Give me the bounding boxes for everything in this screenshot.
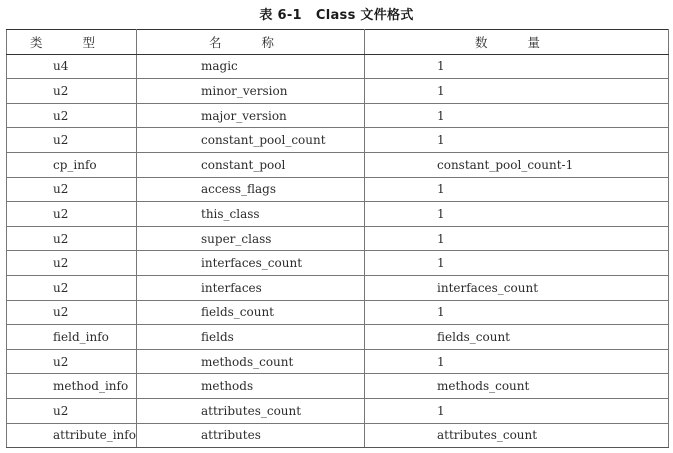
cell-name: access_flags: [137, 177, 365, 202]
table-title: Class 文件格式: [315, 8, 414, 23]
cell-type: u2: [7, 349, 137, 374]
table-number: 表 6-1: [259, 8, 302, 23]
cell-count: 1: [365, 177, 669, 202]
header-name: 名 称: [137, 30, 365, 55]
cell-type: u2: [7, 177, 137, 202]
cell-type: u4: [7, 54, 137, 79]
table-row: [7, 54, 669, 79]
cell-type: u2: [7, 300, 137, 325]
cell-count: 1: [365, 103, 669, 128]
cell-name: constant_pool: [137, 152, 365, 177]
cell-type: cp_info: [7, 152, 137, 177]
cell-name: fields_count: [137, 300, 365, 325]
header-count: 数 量: [365, 30, 669, 55]
cell-name: fields: [137, 325, 365, 350]
table-header-row: [7, 30, 669, 55]
table-row: [7, 423, 669, 448]
cell-type: u2: [7, 398, 137, 423]
table-row: [7, 275, 669, 300]
table-row: [7, 128, 669, 153]
cell-count: 1: [365, 398, 669, 423]
table-row: [7, 349, 669, 374]
cell-count: fields_count: [365, 325, 669, 350]
table-row: [7, 398, 669, 423]
table-row: [7, 103, 669, 128]
cell-count: interfaces_count: [365, 275, 669, 300]
cell-name: major_version: [137, 103, 365, 128]
cell-name: minor_version: [137, 79, 365, 104]
cell-name: attributes: [137, 423, 365, 448]
table-row: [7, 251, 669, 276]
cell-type: u2: [7, 275, 137, 300]
cell-count: constant_pool_count-1: [365, 152, 669, 177]
cell-type: u2: [7, 226, 137, 251]
table-row: [7, 325, 669, 350]
table-row: [7, 79, 669, 104]
cell-name: methods_count: [137, 349, 365, 374]
table-row: [7, 202, 669, 227]
table-caption: [0, 4, 673, 23]
class-file-format-table: [6, 29, 669, 448]
table-row: [7, 300, 669, 325]
cell-count: attributes_count: [365, 423, 669, 448]
header-type: 类 型: [7, 30, 137, 55]
cell-type: u2: [7, 103, 137, 128]
cell-name: interfaces_count: [137, 251, 365, 276]
table-row: [7, 374, 669, 399]
cell-name: super_class: [137, 226, 365, 251]
cell-count: 1: [365, 54, 669, 79]
cell-type: method_info: [7, 374, 137, 399]
cell-count: 1: [365, 128, 669, 153]
table-row: [7, 152, 669, 177]
table-row: [7, 226, 669, 251]
cell-type: u2: [7, 128, 137, 153]
cell-name: magic: [137, 54, 365, 79]
cell-type: field_info: [7, 325, 137, 350]
cell-name: this_class: [137, 202, 365, 227]
cell-count: 1: [365, 349, 669, 374]
cell-count: 1: [365, 226, 669, 251]
table-row: [7, 177, 669, 202]
cell-count: 1: [365, 300, 669, 325]
cell-count: 1: [365, 202, 669, 227]
cell-name: attributes_count: [137, 398, 365, 423]
cell-type: u2: [7, 251, 137, 276]
cell-count: methods_count: [365, 374, 669, 399]
cell-type: u2: [7, 79, 137, 104]
cell-count: 1: [365, 79, 669, 104]
cell-type: u2: [7, 202, 137, 227]
table-body: [7, 54, 669, 448]
cell-name: constant_pool_count: [137, 128, 365, 153]
cell-type: attribute_info: [7, 423, 137, 448]
cell-name: interfaces: [137, 275, 365, 300]
cell-name: methods: [137, 374, 365, 399]
cell-count: 1: [365, 251, 669, 276]
